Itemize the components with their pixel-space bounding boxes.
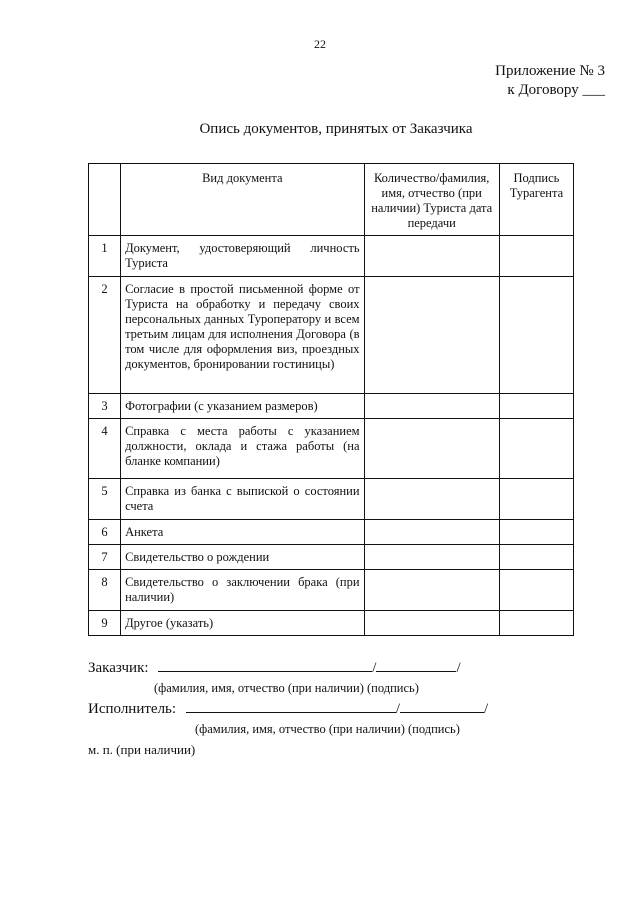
row-signature-cell — [499, 520, 573, 545]
row-document-type: Документ, удостоверяющий личность Туриста — [121, 236, 365, 277]
row-quantity-cell — [364, 419, 499, 479]
row-quantity-cell — [364, 545, 499, 570]
row-signature-cell — [499, 570, 573, 611]
slash: / — [484, 701, 489, 717]
row-quantity-cell — [364, 520, 499, 545]
documents-table — [88, 163, 574, 636]
row-document-type: Другое (указать) — [121, 611, 365, 636]
row-quantity-cell — [364, 236, 499, 277]
row-number: 4 — [89, 419, 121, 479]
slash: / — [372, 660, 377, 676]
row-quantity-cell — [364, 611, 499, 636]
stamp-place: м. п. (при наличии) — [88, 742, 196, 757]
row-signature-cell — [499, 277, 573, 394]
row-signature-cell — [499, 545, 573, 570]
row-signature-cell — [499, 611, 573, 636]
row-number: 5 — [89, 479, 121, 520]
appendix-line: Приложение № 3 — [495, 63, 605, 79]
row-document-type: Анкета — [121, 520, 365, 545]
table-row — [89, 611, 574, 636]
executor-signature-line[interactable] — [400, 698, 484, 713]
row-signature-cell — [499, 419, 573, 479]
row-signature-cell — [499, 236, 573, 277]
table-row — [89, 277, 574, 394]
row-document-type: Свидетельство о заключении брака (при наличии) — [121, 570, 365, 611]
row-document-type: Справка из банка с выпиской о состоянии счета — [121, 479, 365, 520]
page-number: 22 — [314, 37, 326, 51]
table-row — [89, 570, 574, 611]
row-signature-cell — [499, 479, 573, 520]
contract-reference: к Договору ___ — [507, 82, 605, 98]
row-number: 9 — [89, 611, 121, 636]
row-quantity-cell — [364, 570, 499, 611]
executor-name-line[interactable] — [186, 698, 396, 713]
row-number: 3 — [89, 394, 121, 419]
row-quantity-cell — [364, 479, 499, 520]
header-agent-signature: Подпись Турагента — [499, 164, 573, 236]
header-document-type: Вид документа — [121, 164, 365, 236]
customer-label: Заказчик: — [88, 660, 149, 676]
slash: / — [456, 660, 461, 676]
table-header-row — [89, 164, 574, 236]
row-number: 2 — [89, 277, 121, 394]
row-document-type: Фотографии (с указанием размеров) — [121, 394, 365, 419]
table-row — [89, 520, 574, 545]
header-quantity-name: Количество/фамилия, имя, отчество (при наличии) Туриста дата передачи — [364, 164, 499, 236]
document-title: Опись документов, принятых от Заказчика — [199, 121, 473, 137]
executor-hint: (фамилия, имя, отчество (при наличии) (подпись) — [195, 722, 460, 736]
table-row — [89, 236, 574, 277]
table-row — [89, 545, 574, 570]
slash: / — [395, 701, 400, 717]
executor-label: Исполнитель: — [88, 701, 177, 717]
header-number — [89, 164, 121, 236]
customer-signature-row — [88, 657, 461, 677]
appendix-header — [495, 62, 605, 100]
row-quantity-cell — [364, 394, 499, 419]
executor-signature-row — [88, 698, 488, 718]
customer-name-line[interactable] — [158, 657, 372, 672]
table-row — [89, 394, 574, 419]
row-document-type: Свидетельство о рождении — [121, 545, 365, 570]
row-number: 8 — [89, 570, 121, 611]
row-number: 1 — [89, 236, 121, 277]
row-number: 6 — [89, 520, 121, 545]
table-row — [89, 479, 574, 520]
table-row — [89, 419, 574, 479]
customer-hint: (фамилия, имя, отчество (при наличии) (подпись) — [154, 681, 419, 695]
row-number: 7 — [89, 545, 121, 570]
row-signature-cell — [499, 394, 573, 419]
customer-signature-line[interactable] — [376, 657, 456, 672]
row-document-type: Согласие в простой письменной форме от Туриста на обработку и передачу своих персональных данных Туроператору и всем третьим лицам для исполнения Договора (в том числе для оформления виз, проездных документов, бронировании гостиницы) — [121, 277, 365, 394]
row-quantity-cell — [364, 277, 499, 394]
row-document-type: Справка с места работы с указанием должности, оклада и стажа работы (на бланке компании) — [121, 419, 365, 479]
